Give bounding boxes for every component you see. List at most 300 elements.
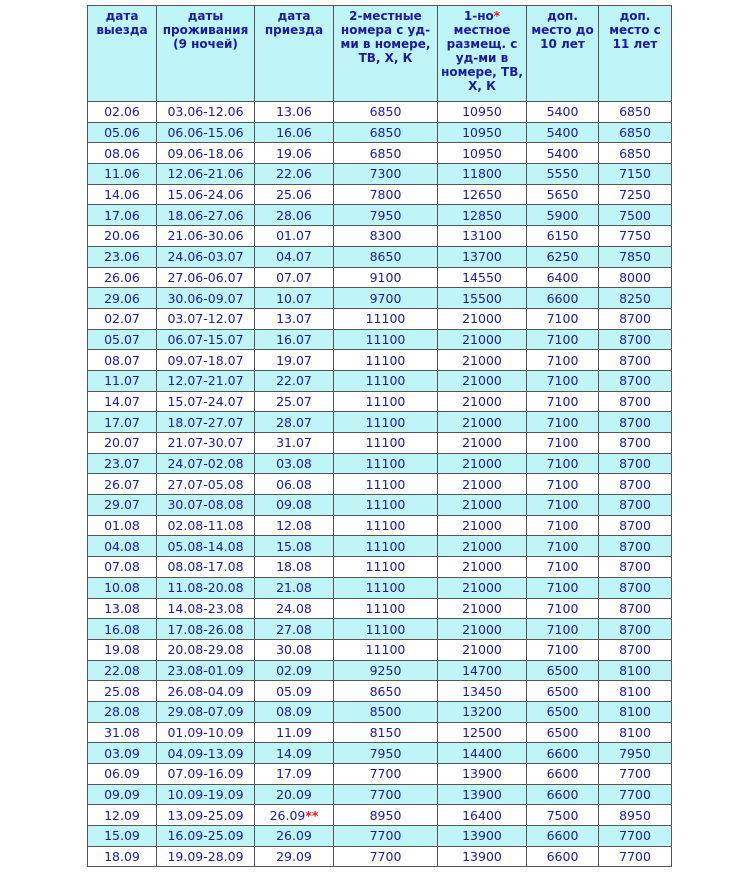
- cell-value: 30.07-08.08: [167, 497, 244, 513]
- cell-extra-bed-child-price: [527, 660, 599, 681]
- cell-value: 15.09: [104, 828, 140, 844]
- cell-double-room-price: [334, 826, 438, 847]
- cell-single-room-price: [438, 846, 527, 867]
- cell-value: 04.08: [104, 538, 140, 554]
- cell-value: 13.06: [276, 104, 312, 120]
- cell-value: 06.07-15.07: [167, 331, 244, 347]
- cell-value: 10.09-19.09: [167, 787, 244, 803]
- cell-value: 25.08: [104, 683, 140, 699]
- cell-extra-bed-child-price: [527, 246, 599, 267]
- cell-double-room-price: [334, 495, 438, 516]
- cell-double-room-price: [334, 743, 438, 764]
- cell-departure-date: [88, 536, 157, 557]
- cell-value: 11100: [365, 600, 406, 616]
- cell-arrival-date: [255, 433, 334, 454]
- table-row: [88, 122, 672, 143]
- cell-value: 21000: [462, 621, 502, 637]
- cell-value: 7700: [619, 849, 651, 865]
- cell-value: 21.08: [276, 580, 312, 596]
- cell-departure-date: [88, 619, 157, 640]
- cell-stay-dates: [157, 681, 255, 702]
- cell-double-room-price: [334, 474, 438, 495]
- cell-double-room-price: [334, 267, 438, 288]
- cell-value: 09.08: [276, 497, 312, 513]
- cell-extra-bed-adult-price: [599, 639, 672, 660]
- cell-value: 08.09: [276, 704, 312, 720]
- cell-value: 05.08-14.08: [167, 538, 244, 554]
- cell-single-room-price: [438, 557, 527, 578]
- cell-double-room-price: [334, 619, 438, 640]
- cell-value: 8700: [619, 311, 651, 327]
- cell-arrival-date: [255, 743, 334, 764]
- cell-value: 5400: [546, 104, 579, 120]
- cell-arrival-date: [255, 598, 334, 619]
- header-single-room-label: 1-но: [463, 9, 494, 23]
- cell-extra-bed-adult-price: [599, 536, 672, 557]
- cell-value: 13.07: [276, 311, 312, 327]
- cell-extra-bed-adult-price: [599, 805, 672, 826]
- cell-value: 21000: [462, 580, 502, 596]
- table-row: [88, 308, 672, 329]
- cell-single-room-price: [438, 433, 527, 454]
- cell-value: 8000: [619, 269, 651, 285]
- cell-value: 6600: [546, 745, 579, 761]
- cell-value: 15500: [462, 290, 502, 306]
- cell-value: 8700: [619, 559, 651, 575]
- cell-value: 8700: [619, 331, 651, 347]
- cell-value: 7150: [619, 166, 651, 182]
- cell-value: 7100: [546, 621, 579, 637]
- cell-extra-bed-child-price: [527, 102, 599, 123]
- cell-departure-date: [88, 515, 157, 536]
- cell-departure-date: [88, 577, 157, 598]
- cell-value: 13900: [462, 766, 502, 782]
- cell-value: 12.09: [104, 807, 140, 823]
- cell-value: 16400: [462, 807, 502, 823]
- cell-extra-bed-child-price: [527, 598, 599, 619]
- cell-value: 02.06: [104, 104, 140, 120]
- cell-extra-bed-adult-price: [599, 370, 672, 391]
- cell-single-room-price: [438, 370, 527, 391]
- cell-value: 14.08-23.08: [167, 600, 244, 616]
- cell-stay-dates: [157, 764, 255, 785]
- cell-value: 7700: [369, 787, 402, 803]
- table-row: [88, 329, 672, 350]
- cell-value: 14.06: [104, 187, 140, 203]
- cell-value: 7100: [546, 600, 579, 616]
- cell-value: 04.09-13.09: [167, 745, 244, 761]
- cell-value: 8650: [369, 683, 402, 699]
- cell-value: 11800: [462, 166, 502, 182]
- cell-value: 15.07-24.07: [167, 393, 244, 409]
- cell-single-room-price: [438, 598, 527, 619]
- cell-value: 11100: [365, 642, 406, 658]
- cell-departure-date: [88, 184, 157, 205]
- cell-extra-bed-adult-price: [599, 288, 672, 309]
- cell-value: 12650: [462, 187, 502, 203]
- table-row: [88, 826, 672, 847]
- cell-extra-bed-child-price: [527, 453, 599, 474]
- cell-extra-bed-adult-price: [599, 743, 672, 764]
- table-row: [88, 164, 672, 185]
- cell-stay-dates: [157, 598, 255, 619]
- cell-departure-date: [88, 453, 157, 474]
- cell-extra-bed-child-price: [527, 267, 599, 288]
- cell-value: 21000: [462, 435, 502, 451]
- cell-value: 25.07: [276, 393, 312, 409]
- cell-stay-dates: [157, 722, 255, 743]
- cell-value: 25.06: [276, 187, 312, 203]
- cell-departure-date: [88, 329, 157, 350]
- cell-single-room-price: [438, 536, 527, 557]
- cell-extra-bed-child-price: [527, 329, 599, 350]
- cell-extra-bed-child-price: [527, 226, 599, 247]
- cell-departure-date: [88, 122, 157, 143]
- cell-value: 8700: [619, 580, 651, 596]
- cell-value: 05.09: [276, 683, 312, 699]
- cell-value: 6500: [546, 683, 579, 699]
- cell-arrival-date: [255, 102, 334, 123]
- header-single-room-rest: местное размещ. с уд-ми в номере, ТВ, Х, К: [441, 23, 523, 93]
- cell-value: 19.07: [276, 352, 312, 368]
- cell-extra-bed-child-price: [527, 143, 599, 164]
- cell-value: 14.09: [276, 745, 312, 761]
- cell-stay-dates: [157, 246, 255, 267]
- cell-extra-bed-child-price: [527, 288, 599, 309]
- cell-single-room-price: [438, 722, 527, 743]
- cell-single-room-price: [438, 288, 527, 309]
- cell-value: 7700: [369, 849, 402, 865]
- cell-value: 09.07-18.07: [167, 352, 244, 368]
- cell-extra-bed-adult-price: [599, 846, 672, 867]
- cell-value: 11100: [365, 373, 406, 389]
- cell-value: 8700: [619, 600, 651, 616]
- cell-value: 5550: [546, 166, 579, 182]
- cell-extra-bed-adult-price: [599, 681, 672, 702]
- cell-double-room-price: [334, 370, 438, 391]
- cell-stay-dates: [157, 805, 255, 826]
- cell-value: 7950: [369, 745, 402, 761]
- cell-extra-bed-adult-price: [599, 122, 672, 143]
- cell-value: 13900: [462, 849, 502, 865]
- cell-value: 16.06: [276, 125, 312, 141]
- cell-value: 8700: [619, 642, 651, 658]
- cell-stay-dates: [157, 619, 255, 640]
- cell-stay-dates: [157, 433, 255, 454]
- cell-value: 11100: [365, 331, 406, 347]
- cell-arrival-date: [255, 246, 334, 267]
- cell-single-room-price: [438, 495, 527, 516]
- cell-value: 6500: [546, 662, 579, 678]
- cell-arrival-date: [255, 474, 334, 495]
- cell-extra-bed-adult-price: [599, 474, 672, 495]
- cell-stay-dates: [157, 412, 255, 433]
- cell-double-room-price: [334, 598, 438, 619]
- cell-extra-bed-child-price: [527, 805, 599, 826]
- cell-single-room-price: [438, 474, 527, 495]
- cell-value: 11100: [365, 497, 406, 513]
- cell-departure-date: [88, 557, 157, 578]
- cell-departure-date: [88, 164, 157, 185]
- cell-single-room-price: [438, 515, 527, 536]
- cell-single-room-price: [438, 246, 527, 267]
- cell-value: 11100: [365, 393, 406, 409]
- cell-value: 6150: [546, 228, 579, 244]
- cell-value: 6850: [369, 145, 402, 161]
- cell-value: 03.09: [104, 745, 140, 761]
- cell-double-room-price: [334, 681, 438, 702]
- cell-value: 15.08: [276, 538, 312, 554]
- cell-extra-bed-adult-price: [599, 598, 672, 619]
- cell-extra-bed-adult-price: [599, 143, 672, 164]
- cell-value: 8700: [619, 435, 651, 451]
- cell-stay-dates: [157, 846, 255, 867]
- cell-extra-bed-child-price: [527, 205, 599, 226]
- cell-value: 26.07: [104, 476, 140, 492]
- cell-extra-bed-adult-price: [599, 226, 672, 247]
- cell-value: 6500: [546, 704, 579, 720]
- cell-double-room-price: [334, 391, 438, 412]
- cell-value: 26.09: [269, 807, 306, 823]
- cell-double-room-price: [334, 433, 438, 454]
- table-header-row: [88, 6, 672, 102]
- cell-value: 12.07-21.07: [167, 373, 244, 389]
- cell-arrival-date: [255, 391, 334, 412]
- double-asterisk-mark: **: [305, 807, 319, 823]
- cell-double-room-price: [334, 246, 438, 267]
- cell-value: 05.06: [104, 125, 140, 141]
- cell-value: 19.08: [104, 642, 140, 658]
- cell-arrival-date: [255, 412, 334, 433]
- cell-value: 10950: [462, 104, 502, 120]
- table-row: [88, 391, 672, 412]
- table-row: [88, 846, 672, 867]
- cell-arrival-date: [255, 557, 334, 578]
- cell-extra-bed-child-price: [527, 681, 599, 702]
- cell-value: 8700: [619, 538, 651, 554]
- cell-double-room-price: [334, 164, 438, 185]
- cell-value: 8700: [619, 352, 651, 368]
- cell-value: 10950: [462, 145, 502, 161]
- cell-value: 27.08: [276, 621, 312, 637]
- cell-extra-bed-adult-price: [599, 495, 672, 516]
- table-row: [88, 495, 672, 516]
- asterisk-mark: *: [493, 9, 501, 23]
- cell-extra-bed-child-price: [527, 557, 599, 578]
- cell-double-room-price: [334, 846, 438, 867]
- cell-double-room-price: [334, 764, 438, 785]
- cell-arrival-date: [255, 267, 334, 288]
- cell-value: 09.09: [104, 787, 140, 803]
- cell-value: 23.07: [104, 456, 140, 472]
- cell-value: 12850: [462, 207, 502, 223]
- cell-stay-dates: [157, 267, 255, 288]
- cell-value: 11100: [365, 621, 406, 637]
- cell-value: 30.06-09.07: [167, 290, 244, 306]
- cell-stay-dates: [157, 453, 255, 474]
- cell-value: 6850: [369, 125, 402, 141]
- cell-stay-dates: [157, 143, 255, 164]
- cell-double-room-price: [334, 805, 438, 826]
- cell-extra-bed-adult-price: [599, 308, 672, 329]
- cell-value: 7100: [546, 331, 579, 347]
- cell-departure-date: [88, 660, 157, 681]
- cell-value: 18.07-27.07: [167, 414, 244, 430]
- cell-double-room-price: [334, 226, 438, 247]
- cell-stay-dates: [157, 350, 255, 371]
- cell-value: 13700: [462, 249, 502, 265]
- cell-value: 29.07: [104, 497, 140, 513]
- cell-value: 18.09: [104, 849, 140, 865]
- cell-stay-dates: [157, 577, 255, 598]
- table-row: [88, 639, 672, 660]
- cell-double-room-price: [334, 557, 438, 578]
- cell-arrival-date: [255, 619, 334, 640]
- cell-departure-date: [88, 784, 157, 805]
- cell-value: 7100: [546, 559, 579, 575]
- cell-value: 7100: [546, 538, 579, 554]
- cell-value: 6600: [546, 828, 579, 844]
- cell-departure-date: [88, 805, 157, 826]
- cell-value: 31.07: [276, 435, 312, 451]
- cell-single-room-price: [438, 764, 527, 785]
- cell-single-room-price: [438, 743, 527, 764]
- cell-value: 22.06: [276, 166, 312, 182]
- cell-value: 14700: [462, 662, 502, 678]
- cell-extra-bed-child-price: [527, 701, 599, 722]
- cell-extra-bed-child-price: [527, 433, 599, 454]
- cell-value: 6850: [619, 125, 651, 141]
- cell-value: 8650: [369, 249, 402, 265]
- cell-value: 13.08: [104, 600, 140, 616]
- cell-extra-bed-adult-price: [599, 164, 672, 185]
- cell-value: 6400: [546, 269, 579, 285]
- cell-value: 11100: [365, 435, 406, 451]
- cell-value: 11.08-20.08: [167, 580, 244, 596]
- cell-extra-bed-child-price: [527, 391, 599, 412]
- cell-value: 7100: [546, 642, 579, 658]
- cell-double-room-price: [334, 515, 438, 536]
- cell-value: 05.07: [104, 331, 140, 347]
- cell-value: 10.08: [104, 580, 140, 596]
- cell-extra-bed-adult-price: [599, 722, 672, 743]
- cell-value: 9250: [369, 662, 402, 678]
- cell-arrival-date: [255, 681, 334, 702]
- table-row: [88, 764, 672, 785]
- cell-value: 7950: [619, 745, 651, 761]
- cell-stay-dates: [157, 184, 255, 205]
- table-row: [88, 619, 672, 640]
- cell-extra-bed-child-price: [527, 826, 599, 847]
- cell-value: 7100: [546, 414, 579, 430]
- cell-departure-date: [88, 681, 157, 702]
- cell-value: 16.08: [104, 621, 140, 637]
- cell-extra-bed-adult-price: [599, 412, 672, 433]
- cell-double-room-price: [334, 329, 438, 350]
- cell-value: 07.07: [276, 269, 312, 285]
- cell-stay-dates: [157, 515, 255, 536]
- cell-departure-date: [88, 433, 157, 454]
- cell-value: 6500: [546, 724, 579, 740]
- cell-value: 14550: [462, 269, 502, 285]
- cell-arrival-date: [255, 122, 334, 143]
- cell-value: 7700: [369, 828, 402, 844]
- cell-extra-bed-child-price: [527, 412, 599, 433]
- table-row: [88, 412, 672, 433]
- cell-value: 7100: [546, 497, 579, 513]
- cell-value: 18.06-27.06: [167, 207, 244, 223]
- cell-value: 28.06: [276, 207, 312, 223]
- cell-value: 22.07: [276, 373, 312, 389]
- cell-value: 6250: [546, 249, 579, 265]
- cell-value: 21000: [462, 476, 502, 492]
- cell-value: 01.08: [104, 518, 140, 534]
- cell-value: 8100: [619, 683, 651, 699]
- cell-departure-date: [88, 639, 157, 660]
- cell-value: 7700: [619, 766, 651, 782]
- table-row: [88, 557, 672, 578]
- cell-stay-dates: [157, 226, 255, 247]
- table-row: [88, 143, 672, 164]
- cell-arrival-date: [255, 701, 334, 722]
- cell-value: 11.09: [276, 724, 312, 740]
- cell-value: 29.08-07.09: [167, 704, 244, 720]
- table-row: [88, 246, 672, 267]
- cell-arrival-date: [255, 536, 334, 557]
- cell-value: 8700: [619, 414, 651, 430]
- cell-double-room-price: [334, 205, 438, 226]
- cell-value: 21000: [462, 373, 502, 389]
- cell-value: 27.07-05.08: [167, 476, 244, 492]
- cell-extra-bed-adult-price: [599, 391, 672, 412]
- cell-departure-date: [88, 267, 157, 288]
- cell-value: 11100: [365, 414, 406, 430]
- table-row: [88, 474, 672, 495]
- cell-single-room-price: [438, 267, 527, 288]
- cell-departure-date: [88, 495, 157, 516]
- header-departure-date: дата выезда: [88, 6, 157, 102]
- cell-value: 13900: [462, 828, 502, 844]
- cell-value: 26.09: [276, 828, 312, 844]
- cell-value: 20.08-29.08: [167, 642, 244, 658]
- table-row: [88, 681, 672, 702]
- cell-departure-date: [88, 474, 157, 495]
- cell-value: 5650: [546, 187, 579, 203]
- cell-value: 17.08-26.08: [167, 621, 244, 637]
- cell-value: 11100: [365, 352, 406, 368]
- cell-value: 8300: [369, 228, 402, 244]
- cell-extra-bed-adult-price: [599, 350, 672, 371]
- cell-value: 08.07: [104, 352, 140, 368]
- cell-extra-bed-child-price: [527, 784, 599, 805]
- cell-arrival-date: [255, 329, 334, 350]
- cell-value: 19.09-28.09: [167, 849, 244, 865]
- cell-value: 7100: [546, 311, 579, 327]
- cell-value: 10950: [462, 125, 502, 141]
- cell-departure-date: [88, 102, 157, 123]
- cell-value: 7100: [546, 373, 579, 389]
- cell-value: 7700: [619, 828, 651, 844]
- cell-double-room-price: [334, 701, 438, 722]
- cell-extra-bed-child-price: [527, 722, 599, 743]
- cell-extra-bed-adult-price: [599, 433, 672, 454]
- cell-value: 29.06: [104, 290, 140, 306]
- cell-value: 24.07-02.08: [167, 456, 244, 472]
- cell-stay-dates: [157, 660, 255, 681]
- cell-value: 8700: [619, 518, 651, 534]
- cell-value: 21000: [462, 538, 502, 554]
- cell-value: 7100: [546, 435, 579, 451]
